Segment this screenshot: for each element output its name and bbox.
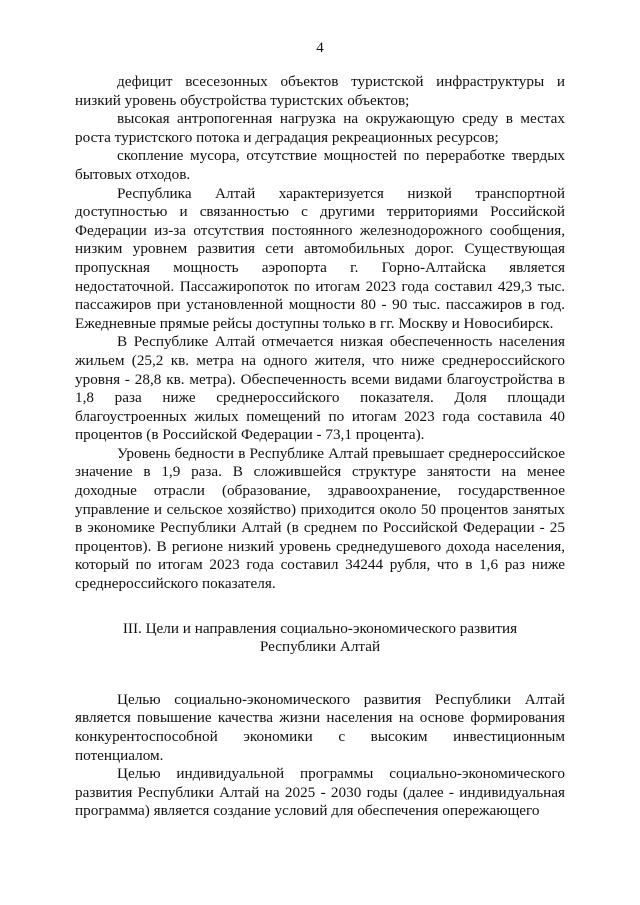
section-heading-line-1: III. Цели и направления социально-экономического развития: [122, 619, 518, 637]
paragraph-anthropogenic-load: высокая антропогенная нагрузка на окружающую среду в местах роста туристского потока и деградация рекреационных ресурсов;: [75, 110, 565, 146]
paragraph-waste: скопление мусора, отсутствие мощностей по переработке твердых бытовых отходов.: [75, 147, 565, 183]
paragraph-development-goal: Целью социально-экономического развития Республики Алтай является повышение качества жизни населения на основе формирования конкурентоспособной экономики с высоким инвестиционным потенциалом.: [75, 690, 565, 764]
paragraph-program-goal: Целью индивидуальной программы социально-экономического развития Республики Алтай на 2025 - 2030 годы (далее - индивидуальная программа) является создание условий для обеспечения опережающего: [75, 765, 565, 820]
paragraph-housing: В Республике Алтай отмечается низкая обеспеченность населения жильем (25,2 кв. метра на одного жителя, что ниже среднероссийского уровня - 28,8 кв. метра). Обеспеченность всеми видами благоустройства в 1,8 раза ниже среднероссийского показателя. Доля площади благоустроенных жилых помещений по итогам 2023 года составила 40 процентов (в Российской Федерации - 73,1 процента).: [75, 333, 565, 444]
document-body: [75, 73, 565, 821]
paragraph-tourism-infrastructure: дефицит всесезонных объектов туристской инфраструктуры и низкий уровень обустройства туристских объектов;: [75, 73, 565, 109]
section-heading: [75, 620, 565, 657]
paragraph-transport: Республика Алтай характеризуется низкой транспортной доступностью и связанностью с другими территориями Российской Федерации из-за отсутствия постоянного железнодорожного сообщения, низким уровнем развития сети автомобильных дорог. Существующая пропускная мощность аэропорта г. Горно-Алтайска является недостаточной. Пассажиропоток по итогам 2023 года составил 429,3 тыс. пассажиров при установленной мощности 80 - 90 тыс. пассажиров в год. Ежедневные прямые рейсы доступны только в гг. Москву и Новосибирск.: [75, 184, 565, 332]
page-number: 4: [316, 40, 324, 56]
section-heading-line-2: Республики Алтай: [259, 638, 381, 656]
paragraph-poverty: Уровень бедности в Республике Алтай превышает среднероссийское значение в 1,9 раза. В сложившейся структуре занятости на менее доходные отрасли (образование, здравоохранение, государственное управление и сельское хозяйство) приходится около 50 процентов занятых в экономике Республики Алтай (в среднем по Российской Федерации - 25 процентов). В регионе низкий уровень среднедушевого дохода населения, который по итогам 2023 года составил 34244 рубля, что в 1,6 раз ниже среднероссийского показателя.: [75, 444, 565, 593]
